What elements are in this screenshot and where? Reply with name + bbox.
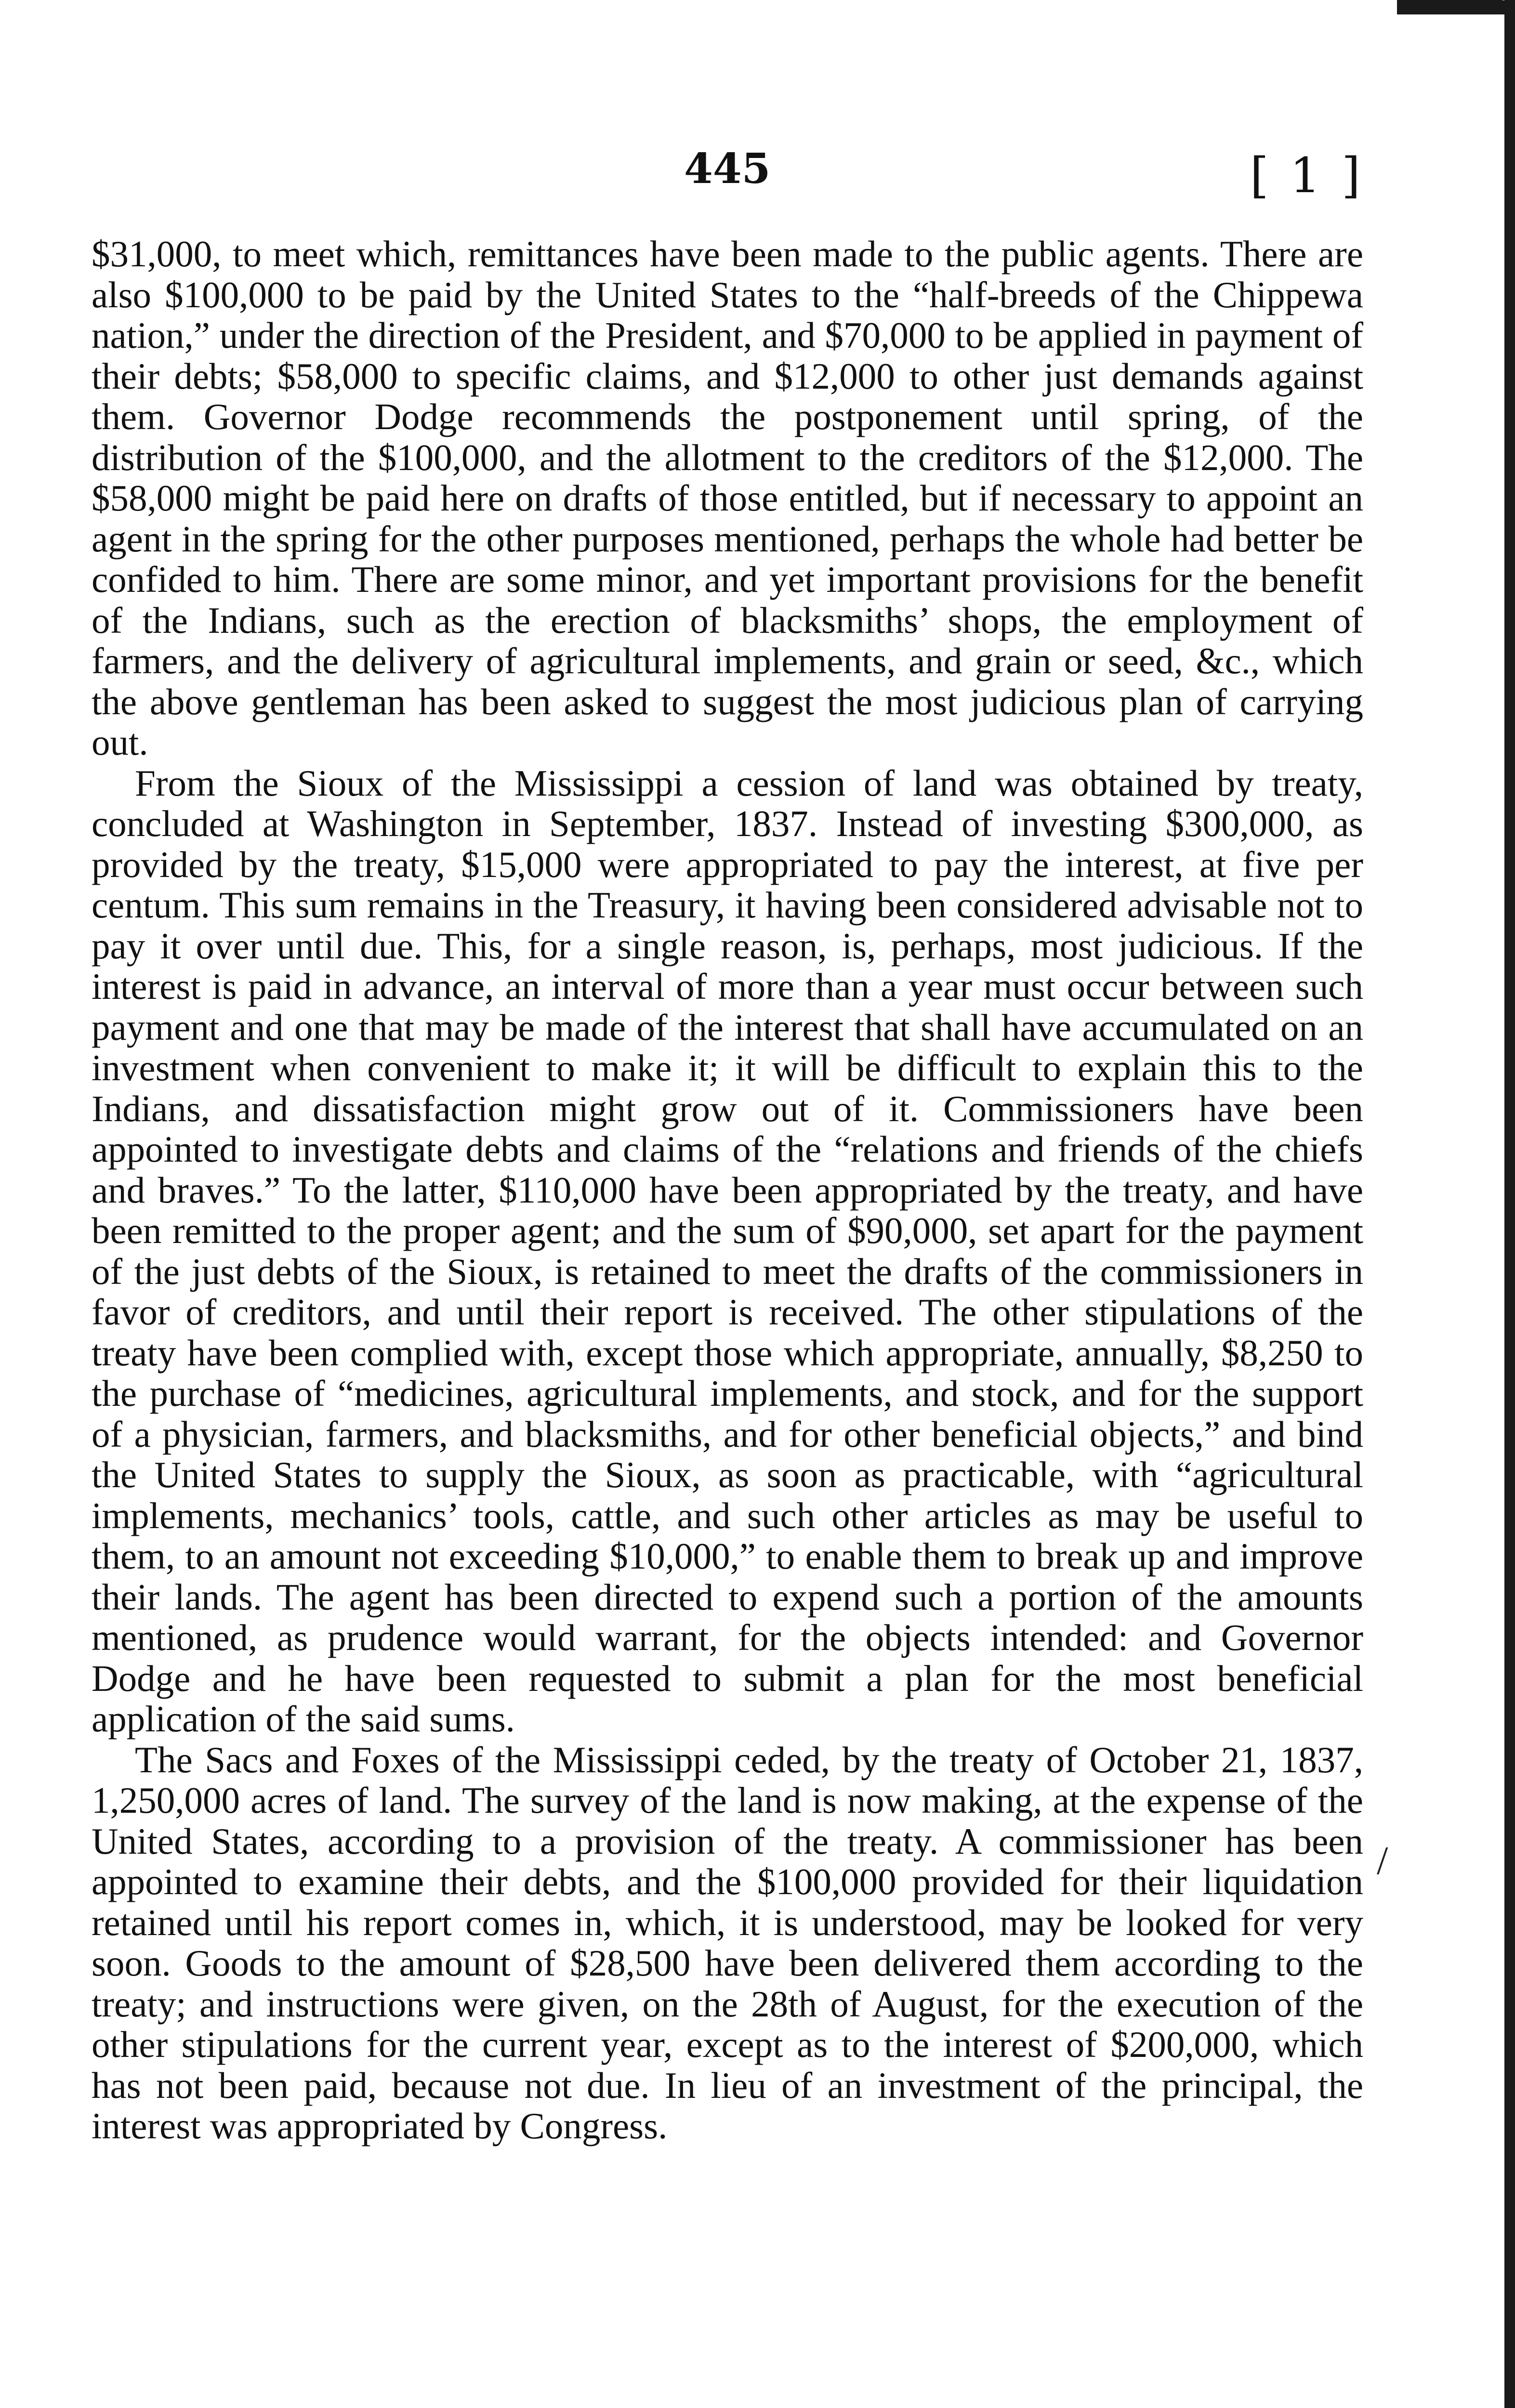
scan-edge-right (1504, 0, 1515, 2408)
page-number: 445 (684, 144, 771, 193)
page-header (92, 144, 1363, 212)
paragraph-1: $31,000, to meet which, remittances have been made to the public agents. There are also $100,000 to be paid by the United States to the “half-breeds of the Chippewa nation,” under the direction of the President, and $70,000 to be applied in payment of their debts; $58,000 to specific claims, and $12,000 to other just demands against them. Governor Dodge recommends the postponement until spring, of the distribution of the $100,000, and the allotment to the creditors of the $12,000. The $58,000 might be paid here on drafts of those entitled, but if necessary to appoint an agent in the spring for the other purposes mentioned, perhaps the whole had better be confided to him. There are some minor, and yet important provisions for the benefit of the Indians, such as the erection of blacksmiths’ shops, the employment of farmers, and the delivery of agricultural implements, and grain or seed, &c., which the above gentleman has been asked to suggest the most judicious plan of carrying out. (92, 233, 1363, 763)
document-number: [ 1 ] (1250, 147, 1363, 204)
scan-edge-top (1397, 0, 1515, 14)
paragraph-3: The Sacs and Foxes of the Mississippi ceded, by the treaty of October 21, 1837, 1,250,000 acres of land. The survey of the land is now making, at the expense of the United States, according to a provision of the treaty. A commissioner has been appointed to examine their debts, and the $100,000 provided for their liquidation retained until his report comes in, which, it is understood, may be looked for very soon. Goods to the amount of $28,500 have been delivered them according to the treaty; and instructions were given, on the 28th of August, for the execution of the other stipulations for the current year, except as to the interest of $200,000, which has not been paid, because not due. In lieu of an investment of the principal, the interest was appropriated by Congress. (92, 1739, 1363, 2146)
margin-pencil-mark: / (1377, 1838, 1388, 1883)
body-text (92, 234, 1363, 2146)
paragraph-2: From the Sioux of the Mississippi a cession of land was obtained by treaty, concluded at Washington in September, 1837. Instead of investing $300,000, as provided by the treaty, $15,000 were appropriated to pay the interest, at five per centum. This sum remains in the Treasury, it having been considered advisable not to pay it over until due. This, for a single reason, is, perhaps, most judicious. If the interest is paid in advance, an interval of more than a year must occur between such payment and one that may be made of the interest that shall have accumulated on an investment when convenient to make it; it will be difficult to explain this to the Indians, and dissatisfaction might grow out of it. Commissioners have been appointed to investigate debts and claims of the “relations and friends of the chiefs and braves.” To the latter, $110,000 have been appropriated by the treaty, and have been remitted to the proper agent; and the sum of $90,000, set apart for the payment of the just debts of the Sioux, is retained to meet the drafts of the commissioners in favor of creditors, and until their report is received. The other stipulations of the treaty have been complied with, except those which appropriate, annually, $8,250 to the purchase of “medicines, agricultural implements, and stock, and for the support of a physician, farmers, and blacksmiths, and for other beneficial objects,” and bind the United States to supply the Sioux, as soon as practicable, with “agricultural implements, mechanics’ tools, cattle, and such other articles as may be useful to them, to an amount not exceeding $10,000,” to enable them to break up and improve their lands. The agent has been directed to expend such a portion of the amounts mentioned, as prudence would warrant, for the objects intended: and Governor Dodge and he have been requested to submit a plan for the most beneficial application of the said sums. (92, 762, 1363, 1740)
